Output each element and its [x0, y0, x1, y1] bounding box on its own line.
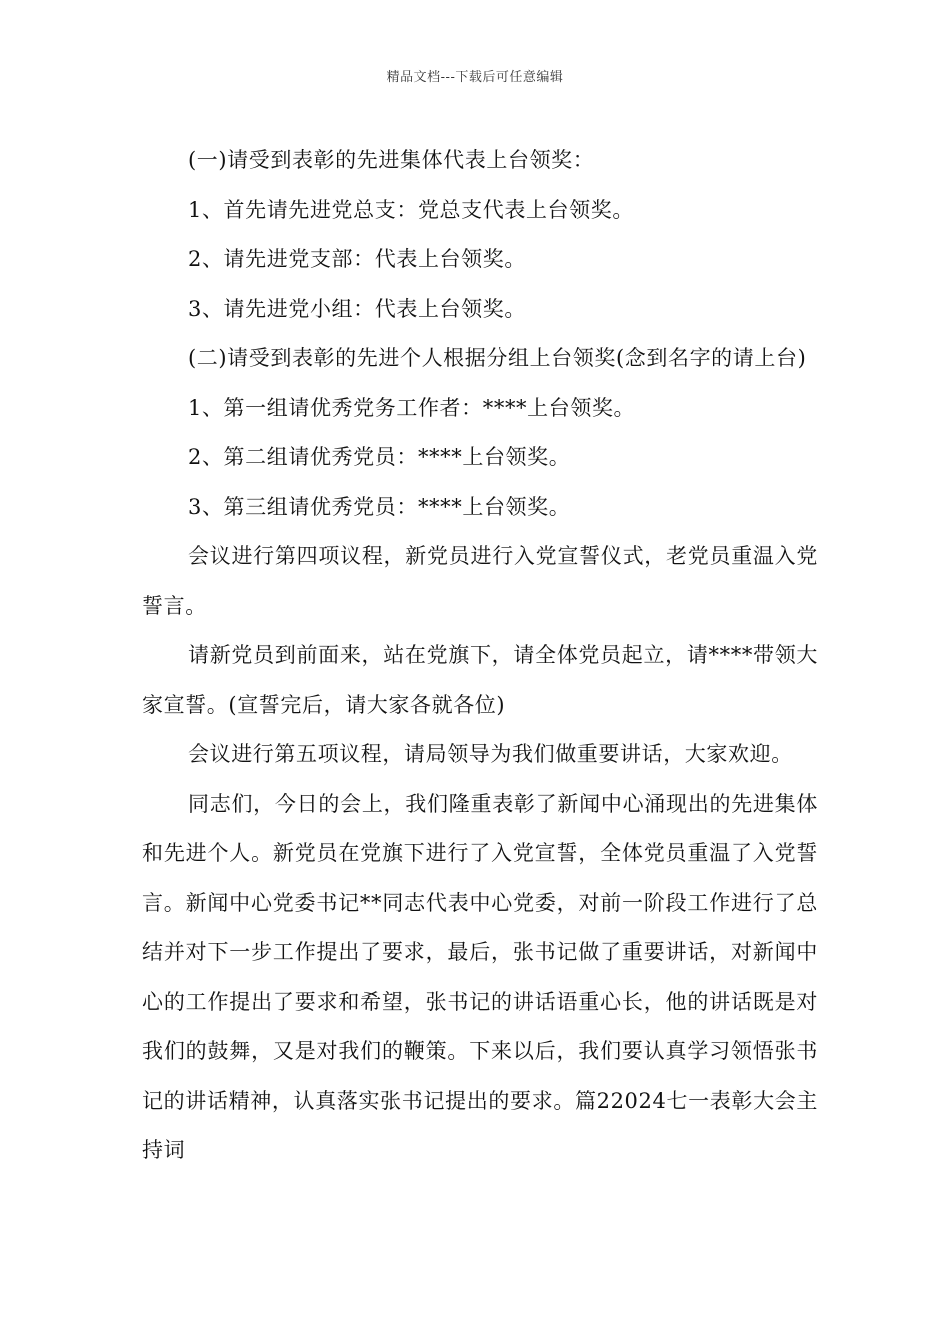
paragraph-party-group-award: 3、请先进党小组：代表上台领奖。	[188, 296, 526, 321]
paragraph-group-three: 3、第三组请优秀党员：****上台领奖。	[188, 494, 571, 519]
paragraph-group-two: 2、第二组请优秀党员：****上台领奖。	[188, 445, 571, 469]
paragraph-agenda-four: 会议进行第四项议程，新党员进行入党宣誓仪式，老党员重温入党誓言。	[142, 544, 818, 618]
paragraph-party-cell-award: 2、请先进党支部：代表上台领奖。	[188, 247, 526, 271]
paragraph-group-award-intro: (一)请受到表彰的先进集体代表上台领奖：	[188, 148, 595, 172]
paragraph-individual-award-intro: (二)请受到表彰的先进个人根据分组上台领奖(念到名字的请上台)	[188, 346, 807, 370]
document-body	[142, 136, 818, 1176]
paragraph-agenda-five: 会议进行第五项议程，请局领导为我们做重要讲话，大家欢迎。	[188, 742, 793, 766]
paragraph-oath: 请新党员到前面来，站在党旗下，请全体党员起立，请****带领大家宣誓。(宣誓完后，请大家各就各位)	[142, 643, 818, 717]
page-header: 精品文档---下载后可任意编辑	[386, 70, 564, 85]
paragraph-party-branch-award: 1、首先请先进党总支：党总支代表上台领奖。	[188, 197, 634, 222]
paragraph-group-one: 1、第一组请优秀党务工作者：****上台领奖。	[188, 395, 636, 420]
paragraph-closing-summary: 同志们，今日的会上，我们隆重表彰了新闻中心涌现出的先进集体和先进个人。新党员在党旗下进行了入党宣誓，全体党员重温了入党誓言。新闻中心党委书记**同志代表中心党委，对前一阶段工作进行了总结并对下一步工作提出了要求，最后，张书记做了重要讲话，对新闻中心的工作提出了要求和希望，张书记的讲话语重心长，他的讲话既是对我们的鼓舞，又是对我们的鞭策。下来以后，我们要认真学习领悟张书记的讲话精神，认真落实张书记提出的要求。篇22024七一表彰大会主持词	[142, 791, 818, 1162]
